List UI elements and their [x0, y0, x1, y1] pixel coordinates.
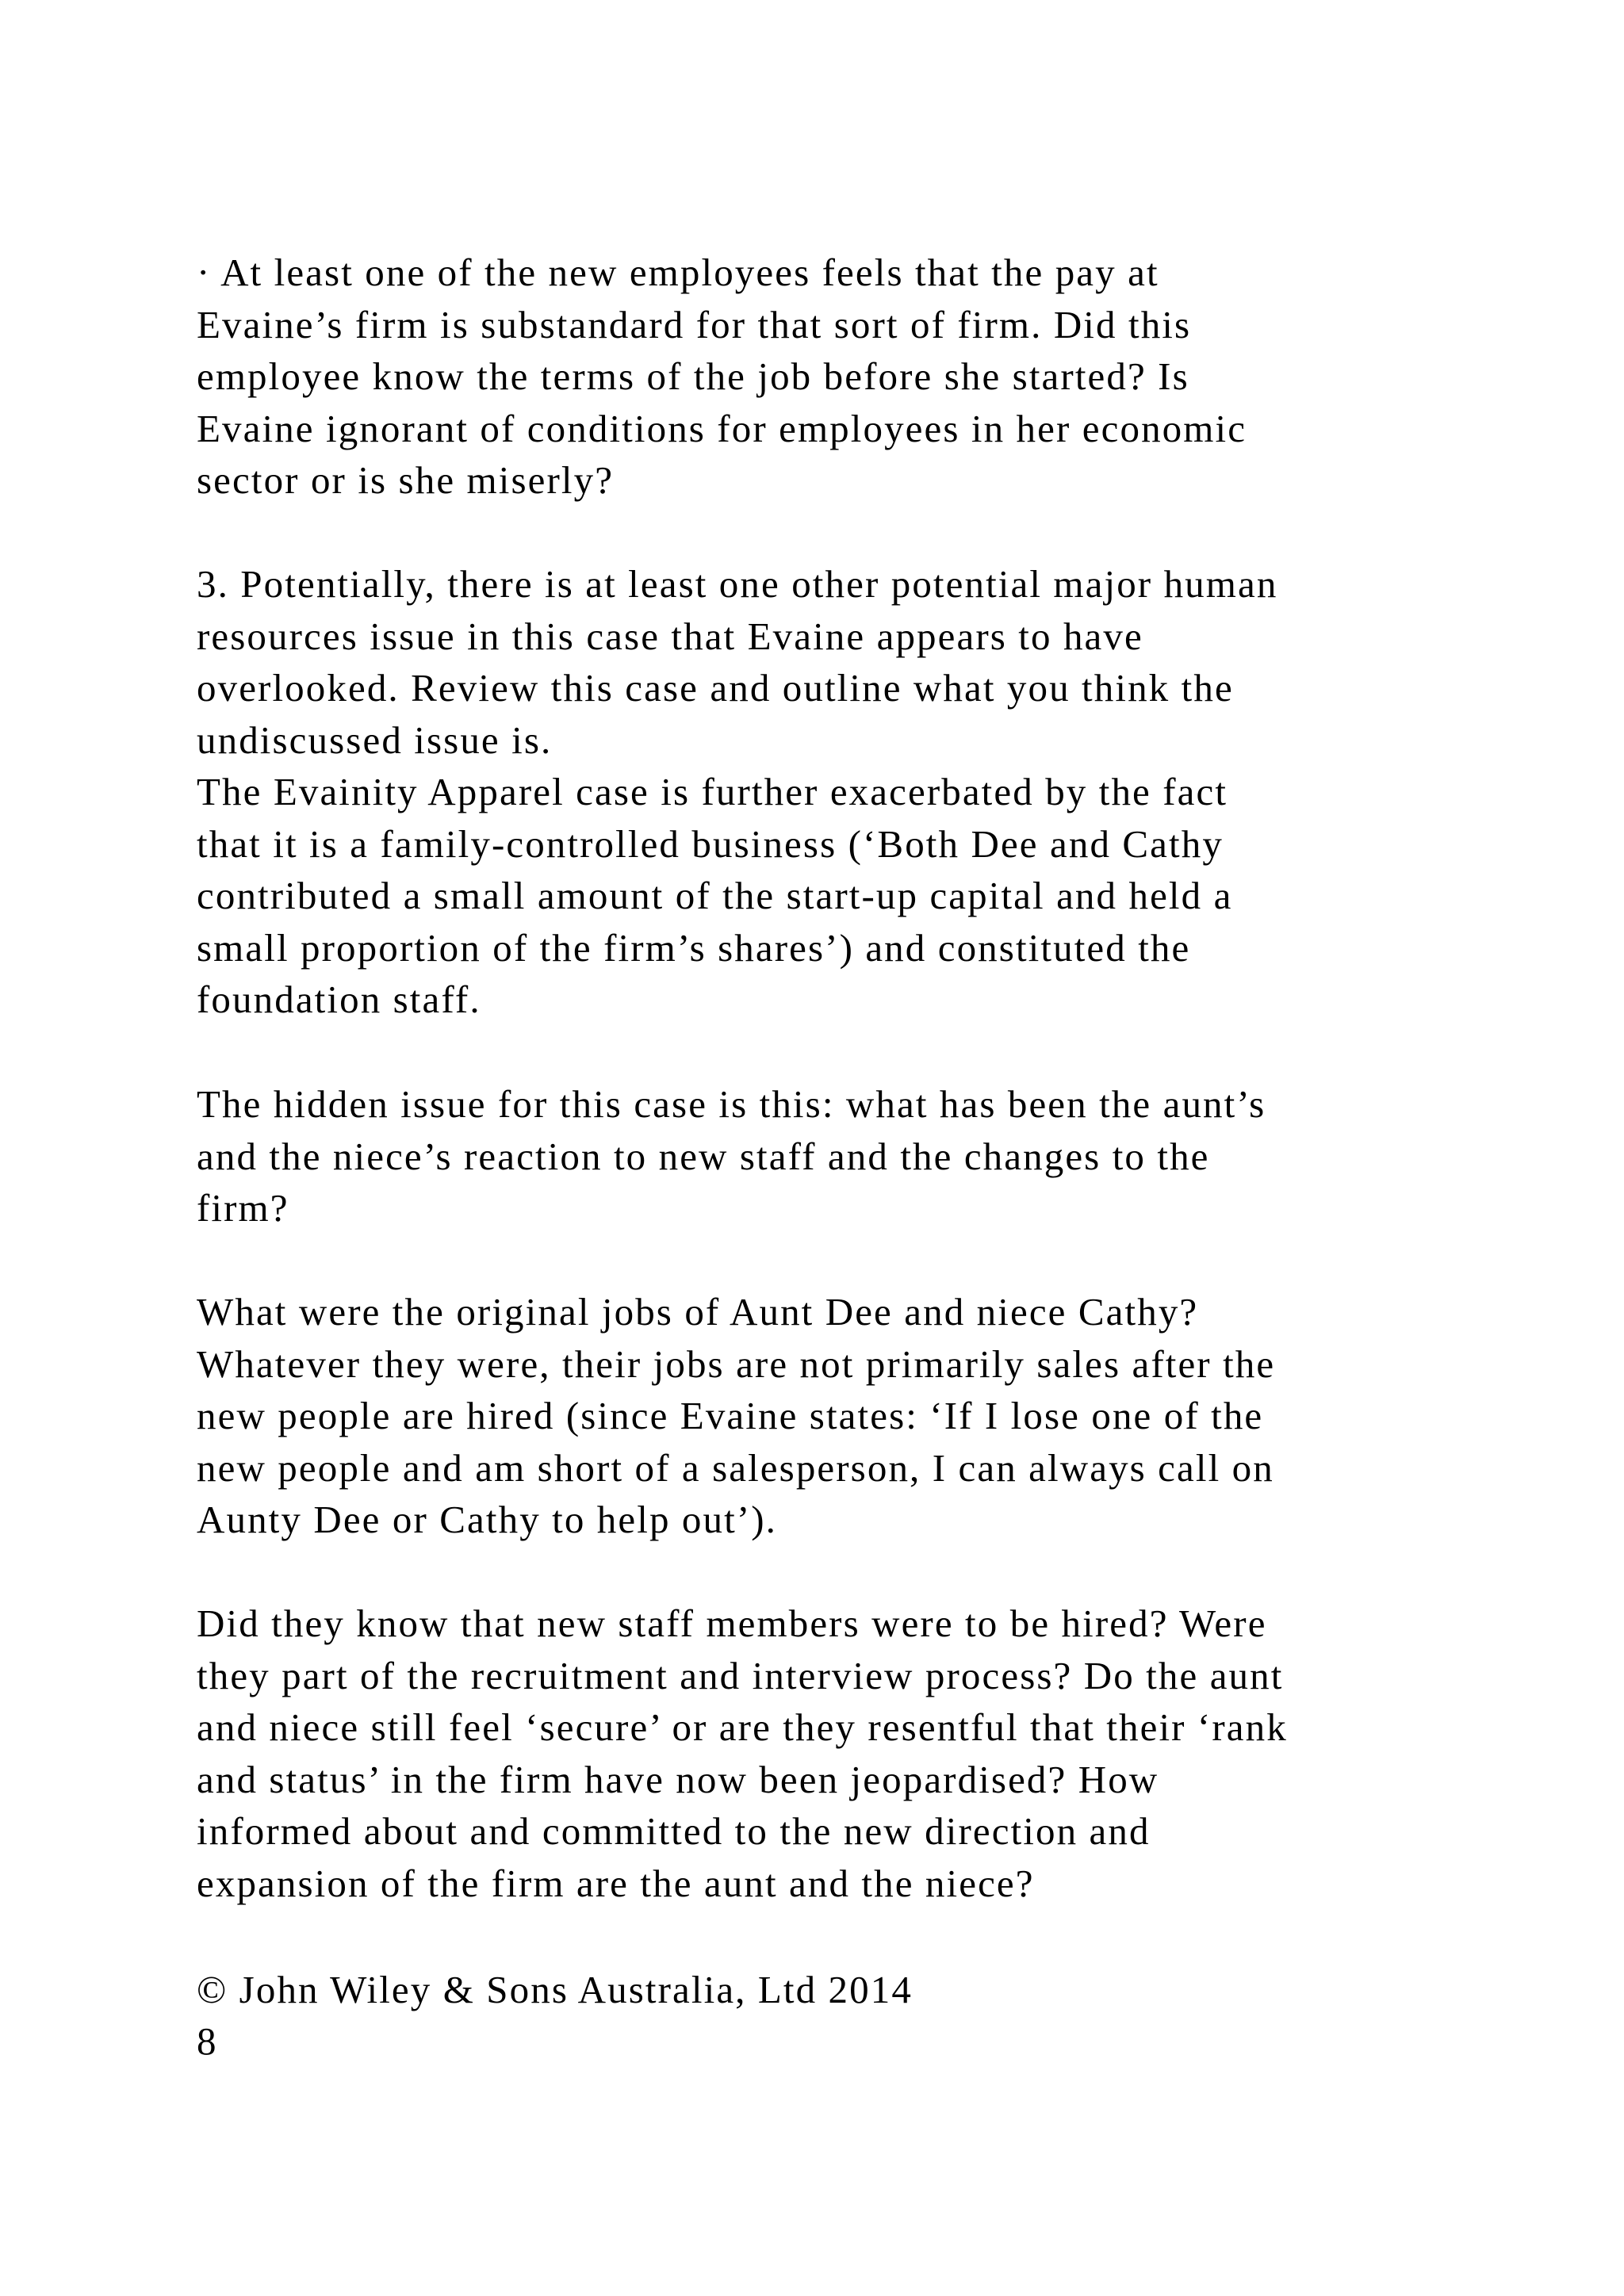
hidden-issue-paragraph: The hidden issue for this case is this: what has been the aunt’s and the niece’s reaction to new staff and the changes to the firm? [197, 1082, 1266, 1230]
staff-questions-paragraph: Did they know that new staff members were to be hired? Were they part of the recruitment and interview process? Do the aunt and niece still feel ‘secure’ or are they resentful that their ‘rank and status’ in the firm have now been jeopardised? How informed about and committed to the new direction and expansion of the firm are the aunt and the niece? [197, 1601, 1288, 1905]
question-3-paragraph: 3. Potentially, there is at least one other potential major human resources issue in this case that Evaine appears to have overlooked. Review this case and outline what you think the undiscussed issue is. The Evainity Apparel case is further exacerbated by the fact that it is a family-controlled business (‘Both Dee and Cathy contributed a small amount of the start-up capital and held a small proportion of the firm’s shares’) and constituted the foundation staff. [197, 562, 1278, 1021]
page-number: 8 [197, 2019, 218, 2063]
bullet-paragraph-pay: · At least one of the new employees feels that the pay at Evaine’s firm is substandard for that sort of firm. Did this employee know the terms of the job before she started? Is Evaine ignorant of conditions for employees in her economic sector or is she miserly? [197, 251, 1247, 502]
copyright-notice: © John Wiley & Sons Australia, Ltd 2014 [197, 1968, 913, 2011]
original-jobs-paragraph: What were the original jobs of Aunt Dee and niece Cathy? Whatever they were, their jobs are not primarily sales after the new people are hired (since Evaine states: ‘If I lose one of the new people and am short of a salesperson, I can always call on Aunty Dee or Cathy to help out’). [197, 1290, 1276, 1541]
